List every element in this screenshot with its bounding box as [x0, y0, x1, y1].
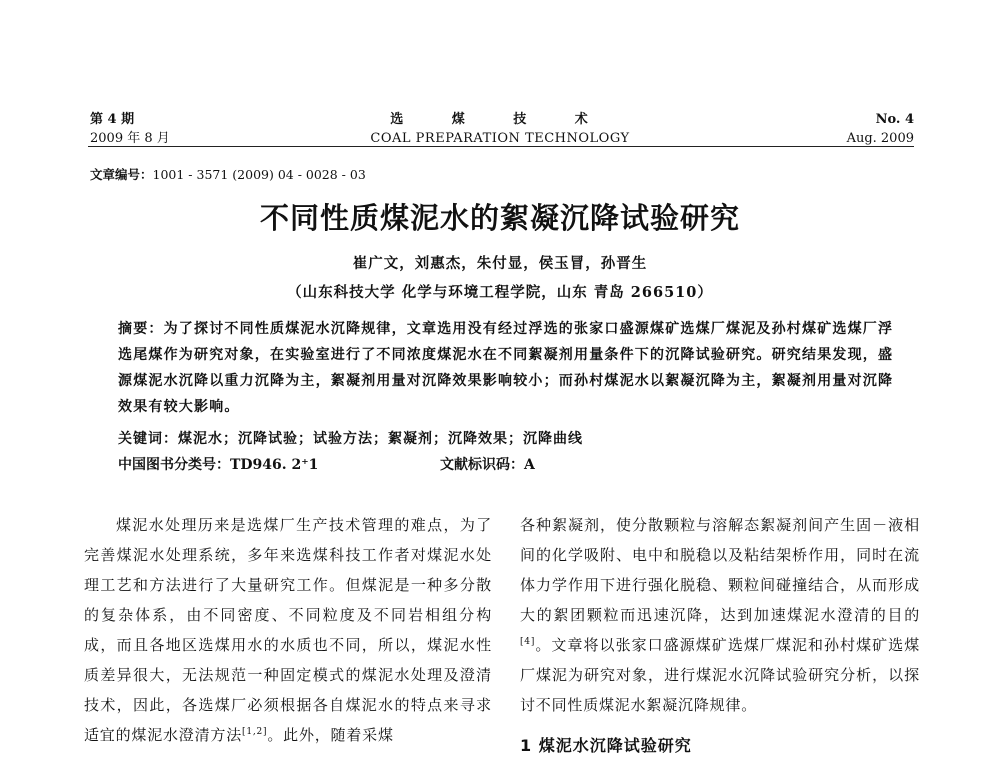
section-heading: 1 煤泥水沉降试验研究: [520, 736, 692, 755]
classification-line: [118, 452, 898, 478]
paragraph-text-tail: 。文章将以张家口盛源煤矿选煤厂煤泥和孙村煤矿选煤厂煤泥为研究对象，进行煤泥水沉降试验研究分析，以探讨不同性质煤泥水絮凝沉降规律。: [520, 636, 920, 714]
body-left-column: [84, 510, 492, 750]
header-rule: [88, 146, 914, 147]
paragraph-text: 各种絮凝剂，使分散颗粒与溶解态絮凝剂间产生固－液相间的化学吸附、电中和脱稳以及粘结架桥作用，同时在流体力学作用下进行强化脱稳、颗粒间碰撞结合，从而形成大的絮团颗粒而迅速沉降，达到加速煤泥水澄清的目的: [520, 516, 920, 624]
issue-number-en: No. 4: [875, 112, 914, 127]
issue-number: 第 4 期: [90, 112, 135, 127]
citation: [1,2]: [242, 727, 268, 737]
document-code: [440, 452, 535, 478]
affiliation: （山东科技大学 化学与环境工程学院，山东 青岛 266510）: [287, 284, 713, 301]
abstract-label: 摘要：: [118, 321, 164, 337]
authors: 崔广文，刘惠杰，朱付显，侯玉冒，孙晋生: [352, 255, 648, 272]
body-paragraph: [84, 510, 492, 750]
article-number-label: 文章编号：: [90, 167, 153, 182]
keywords-text: 煤泥水；沉降试验；试验方法；絮凝剂；沉降效果；沉降曲线: [178, 431, 583, 447]
issue-date: 2009 年 8 月: [90, 131, 170, 146]
paragraph-text: 煤泥水处理历来是选煤厂生产技术管理的难点，为了完善煤泥水处理系统，多年来选煤科技工作者对煤泥水处理工艺和方法进行了大量研究工作。但煤泥是一种多分散的复杂体系，由不同密度、不同粒度及不同岩相组分构成，而且各地区选煤用水的水质也不同，所以，煤泥水性质差异很大，无法规范一种固定模式的煤泥水处理及澄清技术，因此，各选煤厂必须根据各自煤泥水的特点来寻求适宜的煤泥水澄清方法: [84, 516, 492, 744]
clc-value: TD946. 2⁺1: [230, 457, 319, 473]
abstract-text: 为了探讨不同性质煤泥水沉降规律，文章选用没有经过浮选的张家口盛源煤矿选煤厂煤泥及孙村煤矿选煤厂浮选尾煤作为研究对象，在实验室进行了不同浓度煤泥水在不同絮凝剂用量条件下的沉降试验研究。研究结果发现，盛源煤泥水沉降以重力沉降为主，絮凝剂用量对沉降效果影响较小；而孙村煤泥水以絮凝沉降为主，絮凝剂用量对沉降效果有较大影响。: [118, 321, 894, 415]
paper-title: 不同性质煤泥水的絮凝沉降试验研究: [259, 201, 740, 235]
article-number: [90, 165, 366, 183]
journal-name-en: COAL PREPARATION TECHNOLOGY: [370, 131, 630, 146]
doc-id-value: A: [524, 457, 535, 473]
abstract: [118, 316, 898, 420]
doc-id-label: 文献标识码：: [440, 457, 524, 473]
citation: [4]: [520, 637, 536, 647]
issue-date-en: Aug. 2009: [846, 131, 914, 146]
journal-issue-en: [847, 110, 914, 148]
body-right-column: [520, 510, 920, 720]
journal-name-cn: 选 煤 技 术: [390, 112, 610, 127]
keywords: [118, 426, 898, 452]
keywords-label: 关键词：: [118, 431, 178, 447]
body-paragraph: [520, 510, 920, 720]
clc-label: 中国图书分类号：: [118, 457, 230, 473]
paragraph-text-tail: 。此外，随着采煤: [267, 726, 394, 744]
article-number-value: 1001 - 3571 (2009) 04 - 0028 - 03: [152, 167, 366, 182]
